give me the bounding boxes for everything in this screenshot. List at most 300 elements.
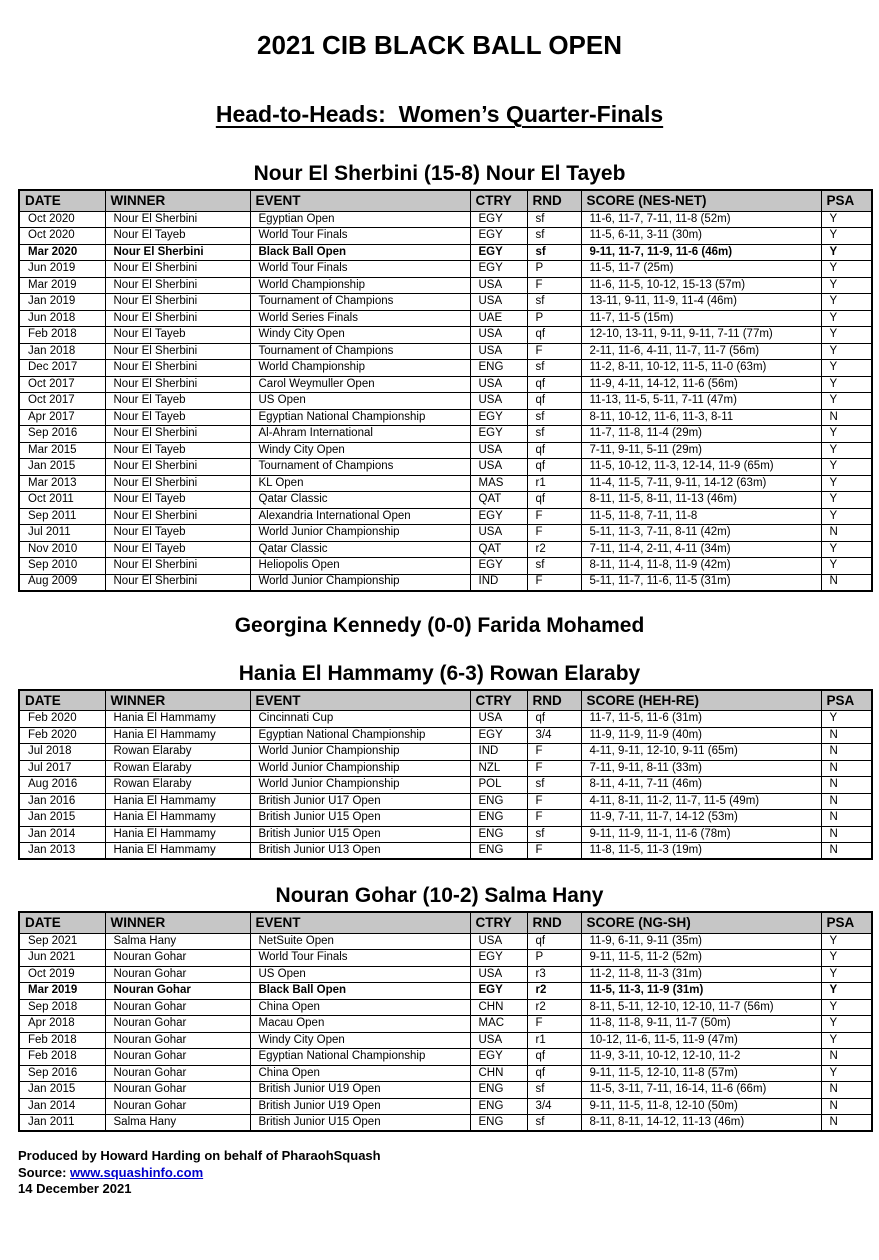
- cell-psa: Y: [821, 360, 872, 377]
- cell-winner: Nour El Tayeb: [105, 442, 250, 459]
- cell-ctry: USA: [470, 459, 527, 476]
- cell-ctry: USA: [470, 711, 527, 728]
- cell-date: Oct 2011: [19, 492, 105, 509]
- cell-ctry: EGY: [470, 409, 527, 426]
- cell-date: Jun 2018: [19, 310, 105, 327]
- cell-psa: N: [821, 574, 872, 591]
- cell-score: 11-9, 7-11, 11-7, 14-12 (53m): [581, 810, 821, 827]
- cell-ctry: USA: [470, 327, 527, 344]
- cell-winner: Nour El Sherbini: [105, 310, 250, 327]
- cell-event: Heliopolis Open: [250, 558, 470, 575]
- cell-event: Qatar Classic: [250, 492, 470, 509]
- cell-score: 11-13, 11-5, 5-11, 7-11 (47m): [581, 393, 821, 410]
- cell-ctry: ENG: [470, 1082, 527, 1099]
- table-row: [19, 999, 872, 1016]
- head-to-head-table: [18, 911, 873, 1132]
- table-row: [19, 211, 872, 228]
- cell-score: 8-11, 4-11, 7-11 (46m): [581, 777, 821, 794]
- cell-date: Oct 2017: [19, 376, 105, 393]
- table-header-row: [19, 190, 872, 211]
- cell-event: British Junior U19 Open: [250, 1098, 470, 1115]
- cell-winner: Nour El Sherbini: [105, 244, 250, 261]
- cell-ctry: POL: [470, 777, 527, 794]
- cell-winner: Nour El Tayeb: [105, 492, 250, 509]
- column-header-ctry: CTRY: [470, 690, 527, 711]
- head-to-head-table: [18, 689, 873, 861]
- head-to-head-table: [18, 189, 873, 592]
- cell-event: KL Open: [250, 475, 470, 492]
- cell-score: 7-11, 9-11, 8-11 (33m): [581, 760, 821, 777]
- cell-ctry: UAE: [470, 310, 527, 327]
- cell-psa: N: [821, 525, 872, 542]
- cell-ctry: CHN: [470, 1065, 527, 1082]
- document-footer: [18, 1148, 879, 1198]
- cell-date: Jul 2017: [19, 760, 105, 777]
- cell-date: Sep 2016: [19, 1065, 105, 1082]
- cell-winner: Nour El Tayeb: [105, 228, 250, 245]
- cell-psa: Y: [821, 1032, 872, 1049]
- cell-winner: Nouran Gohar: [105, 1082, 250, 1099]
- cell-rnd: P: [527, 950, 581, 967]
- cell-date: Oct 2019: [19, 966, 105, 983]
- cell-ctry: IND: [470, 574, 527, 591]
- column-header-score: SCORE (NG-SH): [581, 912, 821, 933]
- cell-winner: Nour El Sherbini: [105, 574, 250, 591]
- column-header-rnd: RND: [527, 190, 581, 211]
- cell-score: 9-11, 11-5, 12-10, 11-8 (57m): [581, 1065, 821, 1082]
- table-row: [19, 294, 872, 311]
- cell-date: Jan 2015: [19, 810, 105, 827]
- cell-date: Mar 2019: [19, 983, 105, 1000]
- column-header-score: SCORE (HEH-RE): [581, 690, 821, 711]
- cell-event: Black Ball Open: [250, 983, 470, 1000]
- cell-rnd: F: [527, 574, 581, 591]
- cell-event: World Junior Championship: [250, 744, 470, 761]
- source-link[interactable]: www.squashinfo.com: [70, 1164, 204, 1180]
- cell-rnd: r3: [527, 966, 581, 983]
- cell-psa: N: [821, 727, 872, 744]
- cell-psa: N: [821, 826, 872, 843]
- cell-ctry: EGY: [470, 983, 527, 1000]
- cell-event: World Junior Championship: [250, 777, 470, 794]
- cell-score: 8-11, 10-12, 11-6, 11-3, 8-11: [581, 409, 821, 426]
- cell-date: Apr 2017: [19, 409, 105, 426]
- cell-rnd: qf: [527, 327, 581, 344]
- column-header-winner: WINNER: [105, 690, 250, 711]
- cell-ctry: MAS: [470, 475, 527, 492]
- cell-psa: Y: [821, 541, 872, 558]
- table-header-row: [19, 912, 872, 933]
- table-row: [19, 1098, 872, 1115]
- cell-event: World Tour Finals: [250, 261, 470, 278]
- cell-psa: Y: [821, 244, 872, 261]
- cell-date: Sep 2021: [19, 933, 105, 950]
- cell-score: 10-12, 11-6, 11-5, 11-9 (47m): [581, 1032, 821, 1049]
- cell-rnd: F: [527, 508, 581, 525]
- cell-date: Jan 2014: [19, 826, 105, 843]
- cell-winner: Nour El Sherbini: [105, 426, 250, 443]
- cell-score: 9-11, 11-5, 11-2 (52m): [581, 950, 821, 967]
- cell-winner: Nour El Sherbini: [105, 459, 250, 476]
- cell-psa: Y: [821, 508, 872, 525]
- table-row: [19, 541, 872, 558]
- table-row: [19, 843, 872, 860]
- cell-event: World Series Finals: [250, 310, 470, 327]
- table-row: [19, 376, 872, 393]
- cell-ctry: USA: [470, 442, 527, 459]
- cell-date: Mar 2019: [19, 277, 105, 294]
- cell-psa: Y: [821, 950, 872, 967]
- cell-score: 11-5, 11-7 (25m): [581, 261, 821, 278]
- cell-date: Nov 2010: [19, 541, 105, 558]
- cell-psa: Y: [821, 261, 872, 278]
- cell-date: Jan 2015: [19, 1082, 105, 1099]
- cell-score: 11-5, 10-12, 11-3, 12-14, 11-9 (65m): [581, 459, 821, 476]
- cell-ctry: EGY: [470, 228, 527, 245]
- cell-date: Jul 2011: [19, 525, 105, 542]
- cell-psa: Y: [821, 376, 872, 393]
- cell-ctry: USA: [470, 343, 527, 360]
- column-header-date: DATE: [19, 190, 105, 211]
- cell-event: Al-Ahram International: [250, 426, 470, 443]
- cell-event: Tournament of Champions: [250, 294, 470, 311]
- cell-score: 7-11, 9-11, 5-11 (29m): [581, 442, 821, 459]
- cell-rnd: qf: [527, 492, 581, 509]
- cell-rnd: F: [527, 793, 581, 810]
- cell-date: Feb 2018: [19, 327, 105, 344]
- cell-score: 4-11, 8-11, 11-2, 11-7, 11-5 (49m): [581, 793, 821, 810]
- table-row: [19, 492, 872, 509]
- cell-psa: N: [821, 1115, 872, 1132]
- cell-ctry: EGY: [470, 950, 527, 967]
- cell-score: 9-11, 11-9, 11-1, 11-6 (78m): [581, 826, 821, 843]
- cell-date: Sep 2011: [19, 508, 105, 525]
- cell-date: Feb 2020: [19, 727, 105, 744]
- cell-psa: N: [821, 810, 872, 827]
- cell-event: Egyptian National Championship: [250, 1049, 470, 1066]
- cell-winner: Nour El Sherbini: [105, 343, 250, 360]
- cell-rnd: sf: [527, 244, 581, 261]
- cell-psa: Y: [821, 492, 872, 509]
- cell-event: NetSuite Open: [250, 933, 470, 950]
- table-row: [19, 310, 872, 327]
- cell-psa: N: [821, 843, 872, 860]
- cell-winner: Nour El Tayeb: [105, 525, 250, 542]
- cell-psa: N: [821, 777, 872, 794]
- cell-winner: Nouran Gohar: [105, 966, 250, 983]
- cell-date: Mar 2015: [19, 442, 105, 459]
- cell-winner: Nouran Gohar: [105, 1049, 250, 1066]
- column-header-rnd: RND: [527, 690, 581, 711]
- column-header-winner: WINNER: [105, 190, 250, 211]
- cell-date: Jan 2015: [19, 459, 105, 476]
- cell-event: World Tour Finals: [250, 228, 470, 245]
- cell-score: 5-11, 11-7, 11-6, 11-5 (31m): [581, 574, 821, 591]
- cell-ctry: USA: [470, 376, 527, 393]
- cell-score: 11-7, 11-8, 11-4 (29m): [581, 426, 821, 443]
- cell-ctry: IND: [470, 744, 527, 761]
- table-row: [19, 1115, 872, 1132]
- cell-ctry: EGY: [470, 508, 527, 525]
- column-header-event: EVENT: [250, 912, 470, 933]
- cell-psa: Y: [821, 983, 872, 1000]
- cell-ctry: USA: [470, 294, 527, 311]
- cell-event: US Open: [250, 966, 470, 983]
- cell-rnd: F: [527, 843, 581, 860]
- cell-date: Mar 2020: [19, 244, 105, 261]
- cell-psa: N: [821, 1049, 872, 1066]
- table-row: [19, 950, 872, 967]
- cell-date: Dec 2017: [19, 360, 105, 377]
- cell-winner: Salma Hany: [105, 1115, 250, 1132]
- section-hammamy-elaraby: [0, 662, 879, 861]
- cell-ctry: USA: [470, 933, 527, 950]
- cell-winner: Nour El Sherbini: [105, 508, 250, 525]
- cell-rnd: qf: [527, 393, 581, 410]
- cell-rnd: sf: [527, 1082, 581, 1099]
- cell-ctry: MAC: [470, 1016, 527, 1033]
- cell-event: British Junior U19 Open: [250, 1082, 470, 1099]
- table-header-row: [19, 690, 872, 711]
- table-row: [19, 760, 872, 777]
- table-row: [19, 558, 872, 575]
- cell-event: China Open: [250, 1065, 470, 1082]
- cell-psa: N: [821, 760, 872, 777]
- section-kennedy-mohamed: [0, 614, 879, 638]
- table-row: [19, 442, 872, 459]
- table-row: [19, 1065, 872, 1082]
- cell-rnd: sf: [527, 426, 581, 443]
- section-heading: Georgina Kennedy (0-0) Farida Mohamed: [234, 613, 645, 637]
- cell-psa: Y: [821, 933, 872, 950]
- cell-score: 7-11, 11-4, 2-11, 4-11 (34m): [581, 541, 821, 558]
- cell-ctry: ENG: [470, 360, 527, 377]
- cell-date: Sep 2018: [19, 999, 105, 1016]
- cell-rnd: sf: [527, 1115, 581, 1132]
- cell-score: 8-11, 11-4, 11-8, 11-9 (42m): [581, 558, 821, 575]
- cell-event: World Championship: [250, 360, 470, 377]
- cell-score: 8-11, 8-11, 14-12, 11-13 (46m): [581, 1115, 821, 1132]
- cell-rnd: 3/4: [527, 727, 581, 744]
- cell-rnd: sf: [527, 409, 581, 426]
- cell-psa: N: [821, 744, 872, 761]
- cell-event: China Open: [250, 999, 470, 1016]
- cell-winner: Nour El Tayeb: [105, 393, 250, 410]
- cell-rnd: sf: [527, 826, 581, 843]
- cell-winner: Nour El Sherbini: [105, 211, 250, 228]
- cell-winner: Nour El Sherbini: [105, 376, 250, 393]
- cell-event: British Junior U15 Open: [250, 1115, 470, 1132]
- table-row: [19, 777, 872, 794]
- document-page: [0, 30, 879, 1260]
- cell-winner: Salma Hany: [105, 933, 250, 950]
- cell-psa: Y: [821, 294, 872, 311]
- cell-date: Aug 2016: [19, 777, 105, 794]
- cell-score: 5-11, 11-3, 7-11, 8-11 (42m): [581, 525, 821, 542]
- section-gohar-hany: [0, 884, 879, 1132]
- cell-rnd: 3/4: [527, 1098, 581, 1115]
- cell-rnd: r2: [527, 999, 581, 1016]
- cell-ctry: EGY: [470, 426, 527, 443]
- cell-event: Black Ball Open: [250, 244, 470, 261]
- cell-rnd: qf: [527, 1049, 581, 1066]
- cell-date: Aug 2009: [19, 574, 105, 591]
- produced-by-line: Produced by Howard Harding on behalf of PharaohSquash: [18, 1148, 381, 1163]
- cell-ctry: USA: [470, 966, 527, 983]
- cell-ctry: ENG: [470, 843, 527, 860]
- cell-rnd: sf: [527, 777, 581, 794]
- table-row: [19, 244, 872, 261]
- cell-ctry: ENG: [470, 826, 527, 843]
- cell-event: British Junior U15 Open: [250, 826, 470, 843]
- cell-psa: Y: [821, 393, 872, 410]
- table-row: [19, 1082, 872, 1099]
- cell-psa: Y: [821, 310, 872, 327]
- cell-ctry: USA: [470, 393, 527, 410]
- cell-rnd: sf: [527, 294, 581, 311]
- cell-score: 11-4, 11-5, 7-11, 9-11, 14-12 (63m): [581, 475, 821, 492]
- cell-rnd: r2: [527, 541, 581, 558]
- cell-rnd: F: [527, 277, 581, 294]
- cell-psa: Y: [821, 558, 872, 575]
- cell-winner: Rowan Elaraby: [105, 777, 250, 794]
- table-row: [19, 343, 872, 360]
- cell-rnd: P: [527, 310, 581, 327]
- cell-winner: Nouran Gohar: [105, 999, 250, 1016]
- cell-rnd: F: [527, 1016, 581, 1033]
- column-header-rnd: RND: [527, 912, 581, 933]
- cell-ctry: EGY: [470, 1049, 527, 1066]
- cell-rnd: qf: [527, 442, 581, 459]
- cell-score: 11-2, 11-8, 11-3 (31m): [581, 966, 821, 983]
- cell-score: 11-9, 3-11, 10-12, 12-10, 11-2: [581, 1049, 821, 1066]
- cell-date: Oct 2017: [19, 393, 105, 410]
- cell-event: World Junior Championship: [250, 525, 470, 542]
- cell-date: Oct 2020: [19, 211, 105, 228]
- section-heading: Hania El Hammamy (6-3) Rowan Elaraby: [238, 661, 641, 685]
- table-row: [19, 508, 872, 525]
- cell-rnd: F: [527, 343, 581, 360]
- column-header-ctry: CTRY: [470, 912, 527, 933]
- cell-score: 9-11, 11-7, 11-9, 11-6 (46m): [581, 244, 821, 261]
- cell-psa: Y: [821, 277, 872, 294]
- table-row: [19, 1032, 872, 1049]
- cell-psa: N: [821, 793, 872, 810]
- cell-winner: Nouran Gohar: [105, 950, 250, 967]
- cell-score: 11-5, 3-11, 7-11, 16-14, 11-6 (66m): [581, 1082, 821, 1099]
- cell-ctry: CHN: [470, 999, 527, 1016]
- date-line: 14 December 2021: [18, 1181, 132, 1197]
- cell-ctry: USA: [470, 525, 527, 542]
- table-row: [19, 409, 872, 426]
- cell-ctry: USA: [470, 1032, 527, 1049]
- cell-event: Cincinnati Cup: [250, 711, 470, 728]
- cell-date: Jan 2016: [19, 793, 105, 810]
- cell-winner: Nour El Sherbini: [105, 277, 250, 294]
- cell-score: 11-6, 11-5, 10-12, 15-13 (57m): [581, 277, 821, 294]
- cell-date: Jun 2019: [19, 261, 105, 278]
- cell-psa: Y: [821, 966, 872, 983]
- cell-ctry: ENG: [470, 810, 527, 827]
- cell-psa: Y: [821, 426, 872, 443]
- table-row: [19, 475, 872, 492]
- cell-score: 8-11, 11-5, 8-11, 11-13 (46m): [581, 492, 821, 509]
- table-row: [19, 810, 872, 827]
- cell-psa: N: [821, 409, 872, 426]
- cell-event: Tournament of Champions: [250, 343, 470, 360]
- cell-ctry: ENG: [470, 1098, 527, 1115]
- cell-winner: Rowan Elaraby: [105, 760, 250, 777]
- cell-event: Tournament of Champions: [250, 459, 470, 476]
- cell-rnd: qf: [527, 933, 581, 950]
- table-row: [19, 277, 872, 294]
- cell-winner: Hania El Hammamy: [105, 843, 250, 860]
- cell-date: Apr 2018: [19, 1016, 105, 1033]
- cell-rnd: F: [527, 810, 581, 827]
- cell-rnd: r1: [527, 475, 581, 492]
- cell-date: Jul 2018: [19, 744, 105, 761]
- cell-event: British Junior U15 Open: [250, 810, 470, 827]
- cell-psa: Y: [821, 459, 872, 476]
- table-row: [19, 426, 872, 443]
- cell-winner: Nour El Sherbini: [105, 558, 250, 575]
- cell-date: Jan 2014: [19, 1098, 105, 1115]
- cell-score: 4-11, 9-11, 12-10, 9-11 (65m): [581, 744, 821, 761]
- cell-score: 11-9, 11-9, 11-9 (40m): [581, 727, 821, 744]
- cell-rnd: r1: [527, 1032, 581, 1049]
- cell-rnd: P: [527, 261, 581, 278]
- source-line: [18, 1165, 879, 1182]
- column-header-psa: PSA: [821, 912, 872, 933]
- cell-winner: Rowan Elaraby: [105, 744, 250, 761]
- cell-winner: Nouran Gohar: [105, 1098, 250, 1115]
- cell-date: Sep 2016: [19, 426, 105, 443]
- cell-score: 11-5, 11-8, 7-11, 11-8: [581, 508, 821, 525]
- cell-event: World Junior Championship: [250, 574, 470, 591]
- cell-score: 2-11, 11-6, 4-11, 11-7, 11-7 (56m): [581, 343, 821, 360]
- cell-rnd: sf: [527, 360, 581, 377]
- cell-ctry: EGY: [470, 211, 527, 228]
- cell-winner: Nour El Tayeb: [105, 541, 250, 558]
- table-row: [19, 744, 872, 761]
- column-header-winner: WINNER: [105, 912, 250, 933]
- cell-psa: Y: [821, 1065, 872, 1082]
- cell-psa: Y: [821, 999, 872, 1016]
- cell-event: British Junior U17 Open: [250, 793, 470, 810]
- table-row: [19, 360, 872, 377]
- cell-rnd: qf: [527, 376, 581, 393]
- cell-score: 11-9, 4-11, 14-12, 11-6 (56m): [581, 376, 821, 393]
- cell-winner: Nour El Sherbini: [105, 475, 250, 492]
- cell-date: Feb 2018: [19, 1049, 105, 1066]
- cell-event: World Junior Championship: [250, 760, 470, 777]
- cell-rnd: r2: [527, 983, 581, 1000]
- cell-psa: Y: [821, 475, 872, 492]
- cell-winner: Nour El Sherbini: [105, 360, 250, 377]
- document-subtitle: Head-to-Heads: Women’s Quarter-Finals: [215, 101, 664, 127]
- cell-ctry: EGY: [470, 261, 527, 278]
- table-row: [19, 711, 872, 728]
- cell-rnd: sf: [527, 211, 581, 228]
- cell-score: 9-11, 11-5, 11-8, 12-10 (50m): [581, 1098, 821, 1115]
- cell-ctry: EGY: [470, 727, 527, 744]
- cell-date: Mar 2013: [19, 475, 105, 492]
- cell-score: 11-2, 8-11, 10-12, 11-5, 11-0 (63m): [581, 360, 821, 377]
- cell-winner: Nouran Gohar: [105, 1032, 250, 1049]
- cell-score: 11-5, 6-11, 3-11 (30m): [581, 228, 821, 245]
- cell-winner: Hania El Hammamy: [105, 793, 250, 810]
- cell-score: 11-8, 11-5, 11-3 (19m): [581, 843, 821, 860]
